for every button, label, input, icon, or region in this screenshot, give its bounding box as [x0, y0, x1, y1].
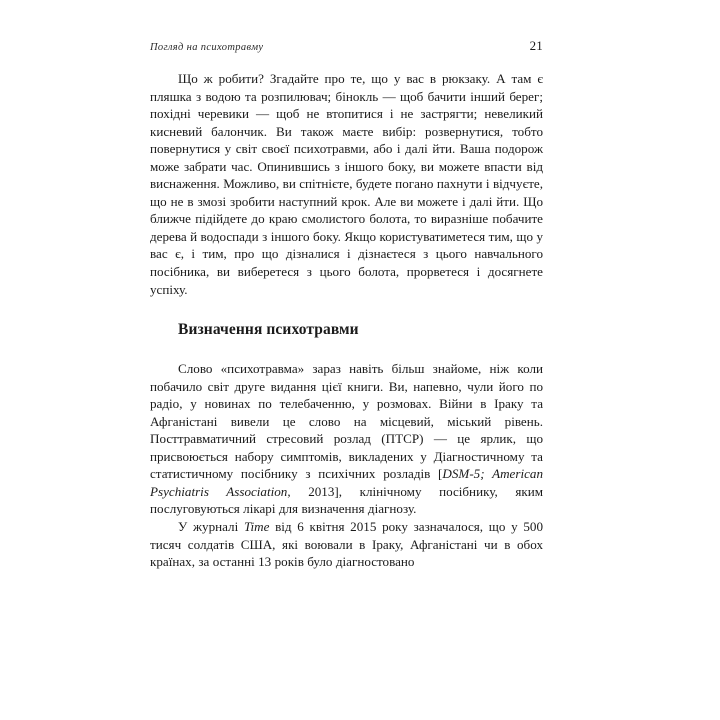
- paragraph: [150, 360, 543, 518]
- magazine-title: Time: [243, 519, 270, 535]
- section-heading: Визначення психотравми: [178, 321, 359, 339]
- paragraph: Що ж робити? Згадайте про те, що у вас в рюкзаку. А там є пляшка з водою та розпилювач; бінокль — щоб бачити інший берег; похідні черевики — щоб не втопитися і не застрягти; невеликий кисневий балончик. Ви також маєте вибір: розвернутися, тобто повернутися у світ своєї психотравми, або і далі йти. Ваша подорож може забрати час. Опинившись з іншого боку, ви можете впасти від виснаження. Можливо, ви спітнієте, будете погано пахнути і відчуєте, що не в змозі зробити наступний крок. Але ви можете і далі йти. Що ближче підійдете до краю смолистого болота, то виразніше побачите дерева й водоспади з іншого боку. Якщо користуватиметеся тим, що у вас є, і тим, про що дізналися і дізнаєтеся з цього навчального посібника, ви виберетеся з цього болота, прорветеся і досягнете успіху.: [150, 71, 543, 297]
- running-head-title: Погляд на психотравму: [150, 42, 264, 53]
- running-head: [150, 38, 543, 54]
- page-number: 21: [529, 38, 543, 53]
- paragraph-text-run: від 6 квітня 2015 року зазначалося, що у 500 тисяч солдатів США, які воювали в Іраку, Афганістані чи в обох країнах, за останні 13 років було діагностовано: [150, 519, 544, 570]
- paragraph: [150, 518, 543, 571]
- body-text-block: [150, 70, 543, 571]
- paragraph-text-run: Слово «психотравма» зараз навіть більш знайоме, ніж коли побачило світ друге видання цієї книги. Ви, напевно, чули його по радіо, у новинах по телебаченню, у розмовах. Війни в Іраку та Афганістані вивели це слово на місцевий, міський рівень. Посттравматичний стресовий розлад (ПТСР) — це ярлик, що присвоюється набору симптомів, викладених у Діагностичному та статистичному посібнику з психічних розладів [: [150, 361, 543, 482]
- citation-reference: DSM-5; American Psychiatris Association: [150, 466, 543, 499]
- paragraph-text-run: У журналі: [178, 519, 244, 535]
- paragraph-text-run: , 2013], клінічному посібнику, яким послуговуються лікарі для визначення діагнозу.: [150, 483, 544, 517]
